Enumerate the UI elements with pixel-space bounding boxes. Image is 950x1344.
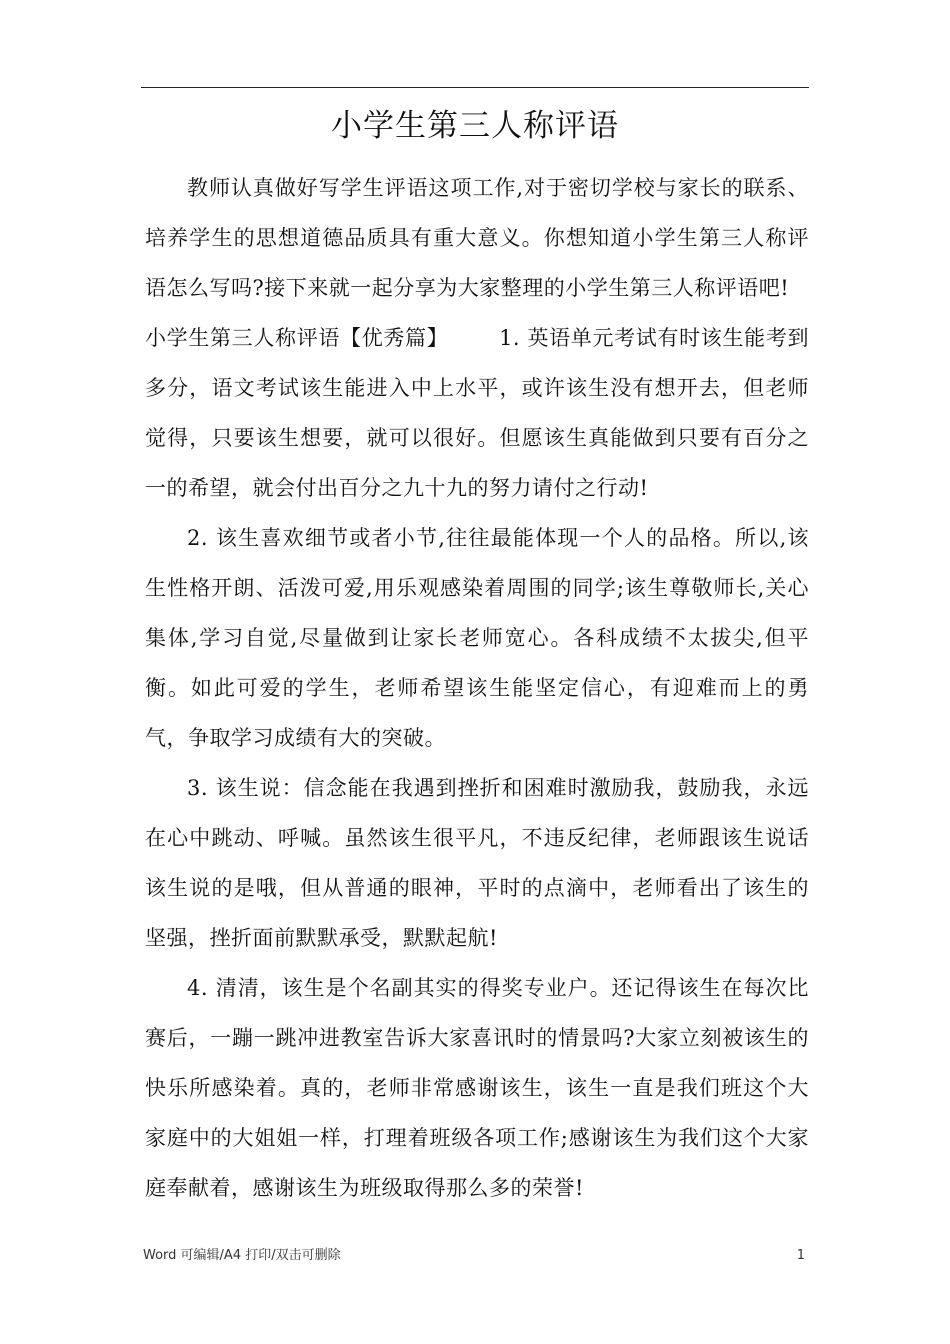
document-body xyxy=(145,163,809,1213)
page-footer xyxy=(141,1244,809,1268)
document-title: 小学生第三人称评语 xyxy=(331,108,619,144)
footer-note: Word 可编辑/A4 打印/双击可删除 xyxy=(143,1248,341,1263)
header-rule xyxy=(141,87,809,88)
paragraph-intro: 教师认真做好写学生评语这项工作,对于密切学校与家长的联系、培养学生的思想道德品质具有重大意义。你想知道小学生第三人称评语怎么写吗?接下来就一起分享为大家整理的小学生第三人称评语吧! xyxy=(145,176,809,300)
paragraph-item-1: 小学生第三人称评语【优秀篇】 1. 英语单元考试有时该生能考到多分，语文考试该生能进入中上水平，或许该生没有想开去，但老师觉得，只要该生想要，就可以很好。但愿该生真能做到只要有百分之一的希望，就会付出百分之九十九的努力请付之行动! xyxy=(145,326,809,500)
paragraph-item-2: 2. 该生喜欢细节或者小节,往往最能体现一个人的品格。所以,该生性格开朗、活泼可爱,用乐观感染着周围的同学;该生尊敬师长,关心集体,学习自觉,尽量做到让家长老师宽心。各科成绩不太拔尖,但平衡。如此可爱的学生，老师希望该生能坚定信心，有迎难而上的勇气，争取学习成绩有大的突破。 xyxy=(145,526,809,750)
paragraph-item-4: 4. 清清，该生是个名副其实的得奖专业户。还记得该生在每次比赛后，一蹦一跳冲进教室告诉大家喜讯时的情景吗?大家立刻被该生的快乐所感染着。真的，老师非常感谢该生，该生一直是我们班这个大家庭中的大姐姐一样，打理着班级各项工作;感谢该生为我们这个大家庭奉献着，感谢该生为班级取得那么多的荣誉! xyxy=(145,976,809,1200)
page-number: 1 xyxy=(796,1248,805,1263)
paragraph-item-3: 3. 该生说：信念能在我遇到挫折和困难时激励我，鼓励我，永远在心中跳动、呼喊。虽然该生很平凡，不违反纪律，老师跟该生说话该生说的是哦，但从普通的眼神，平时的点滴中，老师看出了该生的坚强，挫折面前默默承受，默默起航! xyxy=(145,776,809,950)
